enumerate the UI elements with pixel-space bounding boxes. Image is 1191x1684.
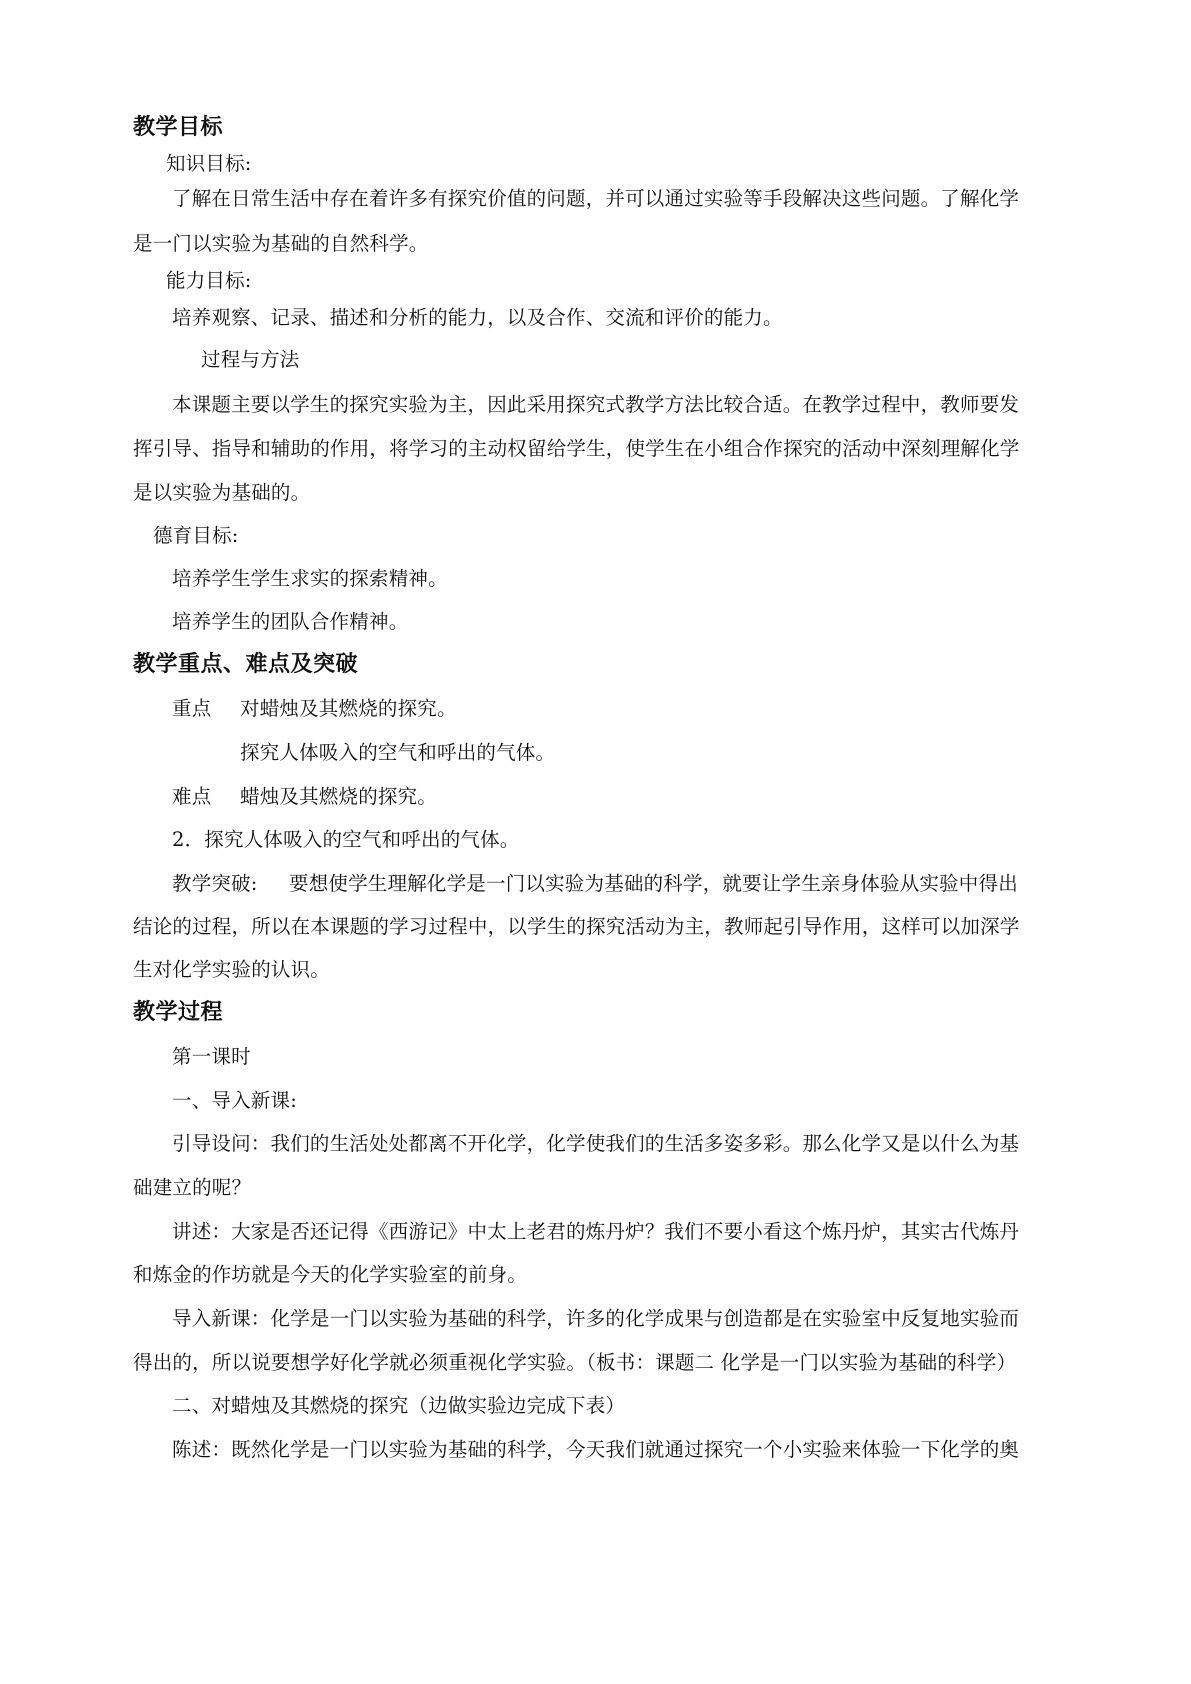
statement-line-1: 陈述：既然化学是一门以实验为基础的科学，今天我们就通过探究一个小实验来体验一下化学的奥 <box>172 1438 1020 1461</box>
process-method-text-line-3: 是以实验为基础的。 <box>133 481 311 504</box>
heading-teaching-objectives: 教学目标 <box>133 115 224 140</box>
difficult-point-item-2: 2．探究人体吸入的空气和呼出的气体。 <box>172 828 520 851</box>
key-point-label: 重点 <box>172 697 212 720</box>
guide-question-line-1: 引导设问：我们的生活处处都离不开化学，化学使我们的生活多姿多彩。那么化学又是以什么为基 <box>172 1132 1020 1155</box>
heading-key-difficult-points: 教学重点、难点及突破 <box>133 652 359 677</box>
breakthrough-label: 教学突破: <box>172 872 258 895</box>
new-lesson-line-2: 得出的，所以说要想学好化学就必须重视化学实验。（板书：课题二 化学是一门以实验为基础的科学） <box>133 1351 1017 1374</box>
key-point-item-1: 对蜡烛及其燃烧的探究。 <box>240 697 457 720</box>
lesson-label: 第一课时 <box>172 1045 251 1068</box>
ability-objective-label: 能力目标: <box>166 269 252 292</box>
heading-teaching-process: 教学过程 <box>133 1000 224 1025</box>
moral-objective-text-1: 培养学生学生求实的探索精神。 <box>172 567 448 590</box>
knowledge-objective-label: 知识目标: <box>166 152 252 175</box>
new-lesson-line-1: 导入新课：化学是一门以实验为基础的科学，许多的化学成果与创造都是在实验室中反复地实验而 <box>172 1307 1020 1330</box>
breakthrough-text-line-3: 生对化学实验的认识。 <box>133 958 331 981</box>
breakthrough-text-line-2: 结论的过程，所以在本课题的学习过程中，以学生的探究活动为主，教师起引导作用，这样可以加深学 <box>133 915 1020 938</box>
part-two-heading: 二、对蜡烛及其燃烧的探究（边做实验边完成下表） <box>172 1394 626 1417</box>
guide-question-line-2: 础建立的呢？ <box>133 1176 252 1199</box>
ability-objective-text: 培养观察、记录、描述和分析的能力，以及合作、交流和评价的能力。 <box>172 306 783 329</box>
process-method-text-line-2: 挥引导、指导和辅助的作用，将学习的主动权留给学生，使学生在小组合作探究的活动中深刻理解化学 <box>133 437 1020 460</box>
moral-objective-text-2: 培养学生的团队合作精神。 <box>172 610 409 633</box>
breakthrough-text-line-1: 要想使学生理解化学是一门以实验为基础的科学，就要让学生亲身体验从实验中得出 <box>289 872 1018 895</box>
narration-line-2: 和炼金的作坊就是今天的化学实验室的前身。 <box>133 1263 528 1286</box>
narration-line-1: 讲述：大家是否还记得《西游记》中太上老君的炼丹炉？我们不要小看这个炼丹炉，其实古代炼丹 <box>172 1220 1020 1243</box>
key-point-item-2: 探究人体吸入的空气和呼出的气体。 <box>240 741 556 764</box>
moral-objective-label: 德育目标: <box>153 524 239 547</box>
process-method-text-line-1: 本课题主要以学生的探究实验为主，因此采用探究式教学方法比较合适。在教学过程中，教师要发 <box>172 393 1020 416</box>
process-method-label: 过程与方法 <box>201 348 300 371</box>
knowledge-objective-text-line-2: 是一门以实验为基础的自然科学。 <box>133 232 429 255</box>
knowledge-objective-text-line-1: 了解在日常生活中存在着许多有探究价值的问题，并可以通过实验等手段解决这些问题。了解化学 <box>172 187 1020 210</box>
difficult-point-label: 难点 <box>172 785 212 808</box>
intro-new-lesson-heading: 一、导入新课: <box>172 1089 297 1112</box>
difficult-point-item-1: 蜡烛及其燃烧的探究。 <box>240 785 438 808</box>
